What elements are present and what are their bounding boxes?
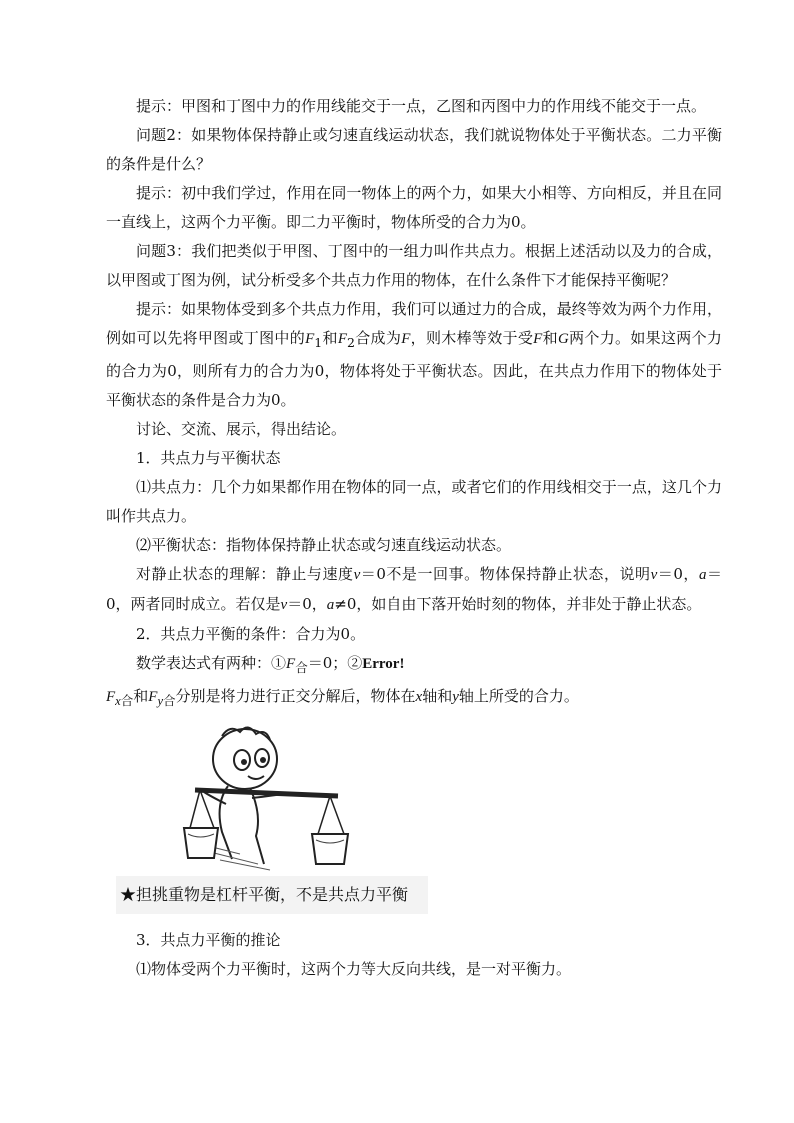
component-explanation: $F_{x合}$和$F_{y合}$分别是将力进行正交分解后，物体在x轴和y轴上所受的合力。 (106, 687, 579, 708)
section-heading-1: 1．共点力与平衡状态 (136, 449, 281, 467)
carrying-pole-figure (110, 724, 428, 920)
figure-caption: ★担挑重物是杠杆平衡，不是共点力平衡 (116, 876, 428, 914)
question-2: 问题2：如果物体保持静止或匀速直线运动状态，我们就说物体处于平衡状态。二力平衡的条件是什么？ (106, 126, 722, 173)
math-expression-line: 数学表达式有两种：$①F_合=0$；②Error! (136, 654, 405, 675)
discussion-line: 讨论、交流、展示，得出结论。 (136, 420, 347, 438)
hint-paragraph-1: 提示：甲图和丁图中力的作用线能交于一点，乙图和丙图中力的作用线不能交于一点。 (136, 97, 707, 115)
star-icon: ★ (120, 885, 137, 904)
hint-paragraph-3: 提示：如果物体受到多个共点力作用，我们可以通过力的合成，最终等效为两个力作用，例如可以先将甲图或丁图中的$F_1$和$F_2$合成为F，则木棒等效于受F和G两个力。如果这两个力的合力为0，则所有力的合力为0，物体将处于平衡状态。因此，在共点力作用下的物体处于平衡状态的条件是合力为0。 (106, 300, 722, 409)
static-state-explanation: 对静止状态的理解：静止与速度v＝0不是一回事。物体保持静止状态，说明v＝0，a＝0，两者同时成立。若仅是v＝0，a≠0，如自由下落开始时刻的物体，并非处于静止状态。 (106, 565, 722, 613)
definition-concurrent-force: ⑴共点力：几个力如果都作用在物体的同一点，或者它们的作用线相交于一点，这几个力叫作共点力。 (106, 478, 722, 525)
section-heading-2: 2．共点力平衡的条件：合力为0。 (136, 625, 366, 643)
question-3: 问题3：我们把类似于甲图、丁图中的一组力叫作共点力。根据上述活动以及力的合成，以甲图或丁图为例，试分析受多个共点力作用的物体，在什么条件下才能保持平衡呢？ (106, 242, 722, 289)
definition-equilibrium: ⑵平衡状态：指物体保持静止状态或匀速直线运动状态。 (136, 536, 512, 554)
corollary-1: ⑴物体受两个力平衡时，这两个力等大反向共线，是一对平衡力。 (136, 960, 572, 978)
hint-paragraph-2: 提示：初中我们学过，作用在同一物体上的两个力，如果大小相等、方向相反，并且在同一直线上，这两个力平衡。即二力平衡时，物体所受的合力为0。 (106, 184, 722, 231)
section-heading-3: 3．共点力平衡的推论 (136, 931, 281, 949)
document-page (106, 92, 722, 984)
cartoon-carrying-buckets-illustration (170, 724, 410, 874)
